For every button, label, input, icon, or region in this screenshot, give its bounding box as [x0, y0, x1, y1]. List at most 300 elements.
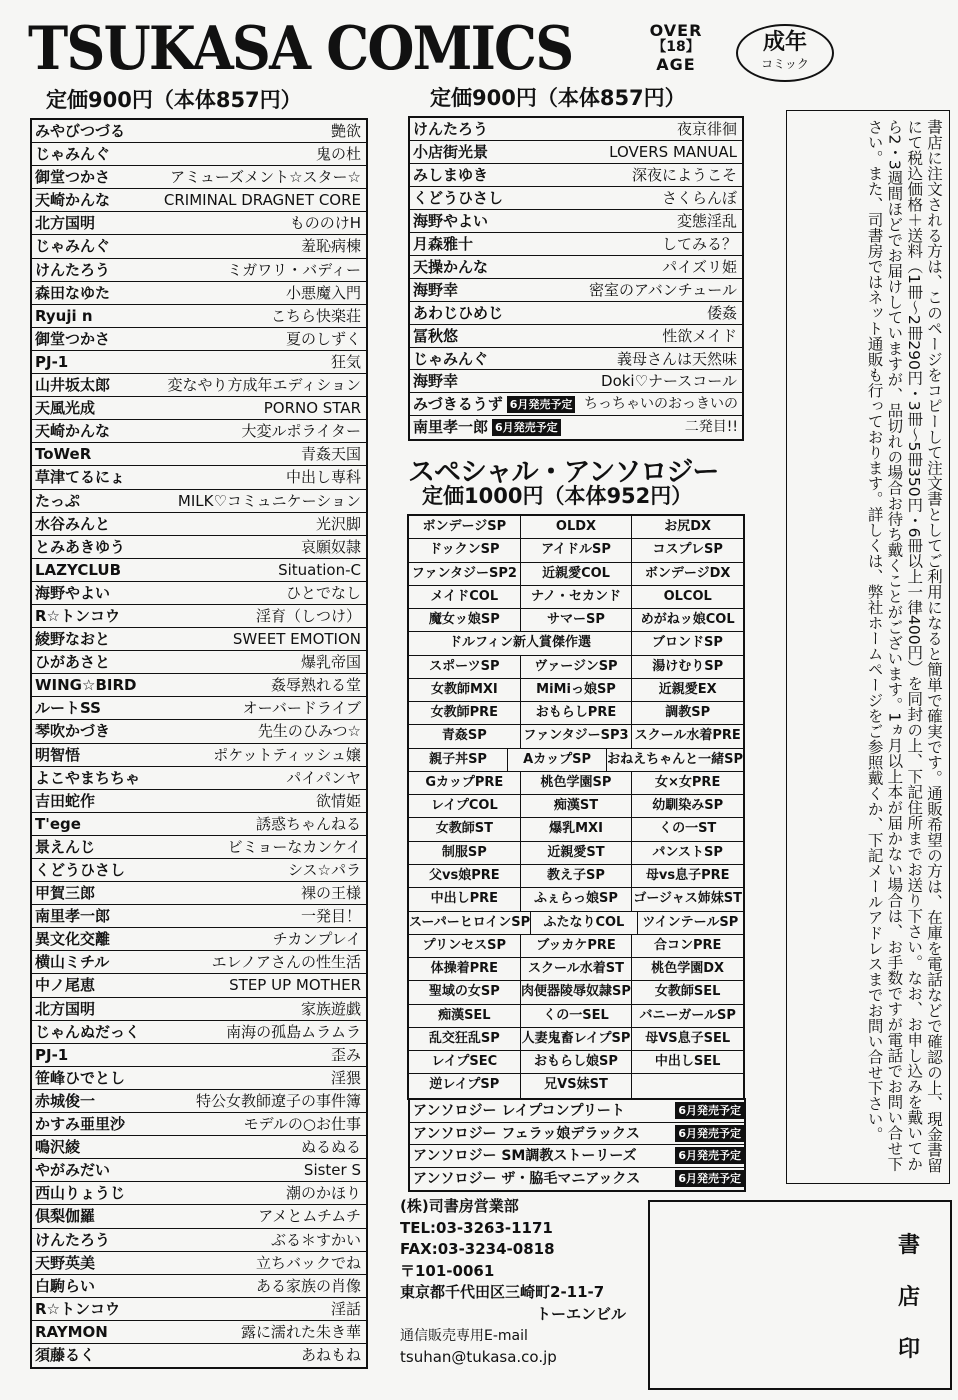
grid-row — [409, 1074, 743, 1097]
title-row — [410, 141, 742, 164]
grid-cell: ブッカケPRE — [521, 935, 633, 957]
company-name: (株)司書房営業部 — [400, 1197, 519, 1215]
release-tag: 6月発売予定 — [507, 396, 576, 413]
book-title: モデルの○お仕事 — [243, 1115, 361, 1134]
mail-label: 通信販売専用E-mail — [400, 1327, 528, 1344]
author-name: くどうひさし — [35, 861, 126, 879]
grid-cell: 爆乳MXI — [521, 818, 633, 840]
grid-cell: 幼馴染みSP — [652, 798, 724, 814]
book-title: 変なやり方成年エディション — [167, 376, 361, 395]
grid-cell: 痴漢ST — [521, 795, 633, 817]
bookstore-stamp-box — [648, 1200, 952, 1390]
title-row — [32, 998, 366, 1021]
grid-cell: 女×女PRE — [655, 774, 721, 790]
book-title: 淫話 — [330, 1299, 361, 1318]
price-left: 定価900円（本体857円） — [46, 88, 302, 112]
book-title: ミガワリ・バディー — [227, 260, 361, 279]
title-row — [32, 536, 366, 559]
row-spacer — [637, 1145, 672, 1167]
grid-row — [409, 749, 743, 772]
author-name: じゃみんぐ — [35, 145, 111, 164]
grid-row — [409, 981, 743, 1004]
grid-cell: 桃色学園SP — [521, 772, 633, 794]
over-label: OVER — [649, 21, 703, 40]
grid-row — [409, 795, 743, 818]
grid-cell: 乱交狂乱SP — [409, 1028, 521, 1050]
title-row — [32, 1182, 366, 1205]
author-name: けんたろう — [35, 1230, 111, 1249]
book-title: 一発目！ — [300, 907, 361, 926]
grid-cell: 合コンPRE — [653, 937, 722, 953]
grid-cell: 女教師MXI — [409, 679, 521, 701]
anthology-row — [410, 1100, 744, 1123]
title-row — [32, 490, 366, 513]
title-row — [410, 187, 742, 210]
special-anthology-title: スペシャル・アンソロジー — [408, 457, 719, 488]
author-name: 海野やよい — [413, 211, 489, 230]
title-row — [32, 282, 366, 305]
left-title-table — [30, 118, 368, 1369]
book-title: 南海の孤島ムラムラ — [226, 1022, 361, 1041]
over-18-mark — [628, 22, 724, 73]
author-name: 天野英美 — [35, 1253, 96, 1272]
author-name: T'ege — [35, 814, 81, 833]
author-name: 御堂つかさ — [35, 329, 111, 348]
author-name: 横山ミチル — [35, 953, 110, 972]
release-tag: 6月発売予定 — [675, 1170, 744, 1187]
author-name: 草津てるにょ — [35, 468, 125, 487]
grid-row — [409, 725, 743, 748]
book-title: Situation-C — [278, 560, 361, 579]
title-row — [32, 212, 366, 235]
title-row — [410, 393, 742, 416]
anthology-row — [410, 1123, 744, 1146]
title-row — [32, 974, 366, 997]
grid-cell: 逆レイプSP — [409, 1074, 521, 1097]
grid-cell: ファンタジーSP3 — [521, 725, 633, 747]
title-row — [32, 443, 366, 466]
grid-cell: ツインテールSP — [642, 914, 739, 930]
company-email[interactable]: tsuhan@tukasa.co.jp — [400, 1348, 557, 1367]
book-title: 性欲メイド — [662, 326, 737, 345]
author-name: じゃみんぐ — [35, 237, 111, 256]
author-name: たっぷ — [35, 491, 81, 510]
grid-cell: ボンデージDX — [644, 565, 731, 581]
grid-cell: OLDX — [521, 516, 633, 538]
grid-cell: 人妻鬼畜レイプSP — [521, 1028, 633, 1050]
author-name: ひがあさと — [35, 653, 111, 672]
book-title: アミューズメント☆スター☆ — [170, 168, 361, 187]
book-title: ある家族の肖像 — [255, 1276, 361, 1295]
anthology-grid — [407, 514, 745, 1100]
title-row — [410, 118, 742, 141]
special-price: 定価1000円（本体952円） — [422, 484, 693, 508]
author-name: 中ノ尾恵 — [35, 976, 96, 995]
grid-row — [409, 1028, 743, 1051]
company-fax: FAX:03-3234-0818 — [400, 1240, 555, 1259]
grid-cell: GカップPRE — [409, 772, 521, 794]
book-title: SWEET EMOTION — [232, 630, 361, 649]
author-name: 北方国明 — [35, 999, 96, 1018]
author-name: 甲賀三郎 — [35, 884, 96, 903]
grid-row — [409, 586, 743, 609]
grid-cell: プリンセスSP — [409, 935, 521, 957]
adult-badge-main: 成年 — [762, 30, 807, 55]
author-name: 小店街光景 — [413, 142, 489, 161]
title-row — [410, 416, 742, 439]
book-title: 淫猥 — [330, 1068, 361, 1087]
book-title: 小悪魔入門 — [285, 283, 361, 302]
author-name: みしまゆき — [413, 165, 489, 184]
book-title: チカンプレイ — [272, 930, 361, 949]
book-title: 裸の王様 — [300, 884, 361, 903]
book-title: あねもね — [300, 1345, 361, 1364]
book-title: PORNO STAR — [263, 399, 361, 418]
author-name: 御堂つかさ — [35, 168, 111, 187]
title-row — [32, 397, 366, 420]
author-name: Ryuji n — [35, 306, 93, 325]
author-name: 明智悟 — [35, 745, 81, 764]
author-name: 森田なゆた — [35, 283, 111, 302]
row-spacer — [640, 1168, 671, 1191]
grid-row — [409, 818, 743, 841]
title-row — [410, 302, 742, 325]
author-name: くどうひさし — [413, 188, 504, 207]
author-name: 山井坂太郎 — [35, 376, 111, 395]
title-row — [32, 1275, 366, 1298]
price-right: 定価900円（本体857円） — [430, 86, 686, 110]
title-row — [32, 582, 366, 605]
grid-cell: 桃色学園DX — [651, 961, 725, 977]
title-row — [32, 1136, 366, 1159]
grid-cell: 近親愛EX — [658, 681, 717, 697]
title-row — [32, 1344, 366, 1367]
title-row — [32, 513, 366, 536]
grid-cell: MiMiっ娘SP — [521, 679, 633, 701]
title-row — [32, 882, 366, 905]
grid-cell: めがねッ娘COL — [640, 612, 735, 628]
grid-cell: ドックンSP — [409, 539, 521, 561]
grid-cell: スポーツSP — [409, 656, 521, 678]
grid-row — [409, 539, 743, 562]
author-name: 倶梨伽羅 — [35, 1207, 96, 1226]
book-title: 歪み — [330, 1045, 361, 1064]
grid-cell: スクール水着PRE — [634, 728, 741, 744]
author-name: ルートSS — [35, 699, 101, 718]
grid-cell: 青姦SP — [409, 725, 521, 747]
title-row — [32, 189, 366, 212]
grid-cell: おもらしPRE — [521, 702, 633, 724]
grid-cell: 近親愛ST — [521, 842, 633, 864]
grid-cell: メイドCOL — [409, 586, 521, 608]
grid-cell: AカップSP — [508, 749, 607, 771]
book-title: 中出し専科 — [285, 468, 361, 487]
book-title: 哀願奴隷 — [300, 537, 361, 556]
book-title: 欲情姫 — [315, 791, 361, 810]
grid-row — [409, 912, 743, 935]
title-row — [32, 605, 366, 628]
title-row — [32, 305, 366, 328]
book-title: 淫育（しつけ） — [255, 606, 361, 625]
book-title: 家族遊戯 — [300, 999, 361, 1018]
author-name: 吉田蛇作 — [35, 791, 96, 810]
grid-row — [409, 1051, 743, 1074]
title-row — [32, 628, 366, 651]
book-title: ちっちゃいのおっきいの — [584, 396, 738, 413]
anthology-row — [410, 1145, 744, 1168]
book-title: 大変ルポライター — [241, 422, 361, 441]
title-row — [32, 928, 366, 951]
brand-title: TSUKASA COMICS — [28, 14, 573, 84]
anthology-title: アンソロジー SM調教ストーリーズ — [413, 1148, 637, 1164]
book-title: オーバードライブ — [242, 699, 361, 718]
title-row — [32, 420, 366, 443]
grid-row — [409, 958, 743, 981]
title-row — [32, 1044, 366, 1067]
author-name: みづきるうず — [413, 395, 503, 414]
company-zip: 〒101-0061 — [400, 1261, 495, 1280]
book-title: 先生のひみつ☆ — [257, 722, 361, 741]
grid-row — [409, 865, 743, 888]
release-tag: 6月発売予定 — [492, 419, 561, 436]
title-row — [32, 1021, 366, 1044]
author-name: かすみ亜里沙 — [35, 1115, 126, 1134]
author-name: 冨秋悠 — [413, 326, 459, 345]
title-row — [410, 233, 742, 256]
grid-cell: ふたなりCOL — [531, 912, 637, 934]
title-row — [32, 328, 366, 351]
grid-cell: くの一ST — [659, 821, 717, 837]
anthology-title: アンソロジー フェラッ娘デラックス — [413, 1125, 640, 1142]
author-name: 天崎かんな — [35, 191, 111, 210]
grid-cell: おもらし娘SP — [521, 1051, 633, 1073]
title-row — [32, 859, 366, 882]
grid-row — [409, 935, 743, 958]
grid-cell: 父vs娘PRE — [409, 865, 521, 887]
author-name: R☆トンコウ — [35, 1299, 120, 1318]
title-row — [410, 348, 742, 371]
grid-cell: OLCOL — [663, 588, 712, 604]
book-title: MILK♡コミュニケーション — [177, 491, 361, 510]
company-info — [400, 1196, 626, 1369]
title-row — [32, 744, 366, 767]
anthology-upcoming-list — [408, 1098, 746, 1192]
title-row — [32, 790, 366, 813]
grid-cell: バニーガールSP — [639, 1007, 736, 1023]
author-name: 西山りょうじ — [35, 1184, 126, 1203]
book-title: 深夜にようこそ — [631, 165, 737, 184]
author-name: よこやまちちゃ — [35, 768, 141, 787]
author-name: WING☆BIRD — [35, 676, 137, 695]
grid-cell: ナノ・セカンド — [521, 586, 633, 608]
title-row — [32, 166, 366, 189]
author-name: 天操かんな — [413, 257, 489, 276]
title-row — [410, 370, 742, 393]
author-name: 海野幸 — [413, 280, 459, 299]
title-row — [32, 674, 366, 697]
book-title: パイズリ姫 — [662, 257, 737, 276]
author-name: 綾野なおと — [35, 630, 111, 649]
book-title: 艶欲 — [330, 122, 361, 140]
title-row — [32, 466, 366, 489]
author-name: 月森雅十 — [413, 234, 474, 253]
title-row — [32, 720, 366, 743]
author-name: みやびつづる — [35, 122, 126, 140]
author-name: けんたろう — [35, 260, 111, 279]
eighteen-label: 【18】 — [652, 39, 700, 55]
book-title: 潮のかほり — [285, 1184, 361, 1203]
book-title: 二発目!! — [684, 419, 738, 436]
book-title: 爆乳帝国 — [300, 653, 361, 672]
grid-cell: ふぇらっ娘SP — [521, 888, 633, 910]
title-row — [32, 120, 366, 143]
author-name: 天崎かんな — [35, 422, 111, 441]
grid-cell: おねえちゃんと一緒SP — [607, 751, 743, 767]
anthology-title: アンソロジー レイプコンプリート — [413, 1103, 625, 1119]
author-name: あわじひめじ — [413, 303, 504, 322]
title-row — [32, 1205, 366, 1228]
title-row — [32, 1252, 366, 1275]
book-title: ビミョーなカンケイ — [227, 837, 361, 856]
author-name: やがみだい — [35, 1161, 111, 1180]
grid-cell: 親子丼SP — [409, 749, 508, 771]
title-row — [32, 905, 366, 928]
author-name: 海野やよい — [35, 583, 111, 602]
company-tel: TEL:03-3263-1171 — [400, 1218, 553, 1237]
title-row — [32, 351, 366, 374]
author-name: 天風光成 — [35, 399, 96, 418]
book-title: 露に濡れた朱き華 — [240, 1322, 361, 1341]
book-title: こちら快楽荘 — [270, 306, 361, 325]
book-title: してみる？ — [661, 234, 737, 253]
book-title: もののけH — [289, 214, 361, 233]
author-name: 南里孝一郎 — [413, 418, 489, 437]
grid-cell: ブロンドSP — [652, 635, 723, 651]
grid-cell: ファンタジーSP2 — [409, 563, 521, 585]
author-name: 白駒らい — [35, 1276, 96, 1295]
company-building: トーエンビル — [536, 1304, 627, 1323]
anthology-row — [410, 1168, 744, 1191]
grid-cell: お尻DX — [664, 519, 712, 534]
author-name: 景えんじ — [35, 837, 96, 856]
title-row — [32, 836, 366, 859]
grid-cell: くの一SEL — [521, 1005, 633, 1027]
book-title: 青姦天国 — [300, 445, 361, 464]
grid-cell: 女教師PRE — [409, 702, 521, 724]
grid-cell: 制服SP — [409, 842, 521, 864]
author-name: 笹峰ひでとし — [35, 1068, 126, 1087]
title-row — [32, 259, 366, 282]
author-name: PJ-1 — [35, 1045, 69, 1064]
book-title: STEP UP MOTHER — [229, 976, 361, 995]
grid-row — [409, 632, 743, 655]
row-spacer — [625, 1100, 671, 1122]
author-name: 異文化交離 — [35, 930, 111, 949]
grid-cell: 近親愛COL — [521, 563, 633, 585]
grid-cell: コスプレSP — [652, 542, 723, 558]
title-row — [32, 1229, 366, 1252]
grid-cell: 体操着PRE — [409, 958, 521, 980]
book-title: ぶる＊すかい — [270, 1230, 361, 1249]
book-title: 誘惑ちゃんねる — [255, 814, 361, 833]
title-row — [32, 143, 366, 166]
author-name: じゃみんぐ — [413, 349, 489, 368]
grid-cell: アイドルSP — [521, 539, 633, 561]
title-row — [410, 256, 742, 279]
title-row — [32, 374, 366, 397]
author-name: 須藤るく — [35, 1345, 96, 1364]
title-row — [410, 279, 742, 302]
author-name: 海野幸 — [413, 372, 459, 391]
title-row — [32, 1067, 366, 1090]
grid-cell: 母VS息子SEL — [645, 1030, 731, 1046]
author-name: 南里孝一郎 — [35, 907, 111, 926]
book-title: 密室のアバンチュール — [588, 280, 737, 299]
grid-cell: ドルフィン新人賞傑作選 — [409, 632, 632, 654]
release-tag: 6月発売予定 — [675, 1147, 744, 1164]
author-name: 北方国明 — [35, 214, 96, 233]
grid-cell: サマーSP — [521, 609, 633, 631]
title-row — [32, 559, 366, 582]
title-row — [410, 325, 742, 348]
book-title: Doki♡ナースコール — [601, 372, 737, 391]
stamp-char-3: 印 — [898, 1337, 921, 1362]
title-row — [32, 813, 366, 836]
grid-cell: レイプSEC — [409, 1051, 521, 1073]
book-title: Sister S — [303, 1161, 361, 1180]
stamp-char-1: 書 — [898, 1233, 921, 1258]
stamp-char-2: 店 — [898, 1285, 921, 1310]
title-row — [410, 164, 742, 187]
anthology-title: アンソロジー ザ・脇毛マニアックス — [413, 1170, 641, 1187]
book-title: 狂気 — [330, 352, 361, 371]
book-title: 光沢脚 — [315, 514, 361, 533]
title-row — [410, 210, 742, 233]
right-title-table — [408, 116, 744, 441]
adult-comic-badge — [736, 24, 834, 82]
grid-cell: スクール水着ST — [521, 958, 633, 980]
book-title: ひとでなし — [285, 583, 361, 602]
grid-cell: ゴージャス姉妹ST — [633, 891, 743, 907]
grid-row — [409, 563, 743, 586]
company-address: 東京都千代田区三崎町2-11-7 — [400, 1283, 605, 1302]
book-title: 夏のしずく — [285, 329, 361, 348]
author-name: 水谷みんと — [35, 514, 111, 533]
title-row — [32, 651, 366, 674]
title-row — [32, 1090, 366, 1113]
grid-cell: スーパーヒロインSP — [409, 912, 531, 934]
grid-cell: 聖域の女SP — [409, 981, 521, 1003]
adult-badge-sub: コミック — [761, 57, 809, 71]
grid-row — [409, 516, 743, 539]
grid-row — [409, 679, 743, 702]
grid-row — [409, 1005, 743, 1028]
title-row — [32, 1298, 366, 1321]
grid-row — [409, 888, 743, 911]
grid-cell: 兄VS妹ST — [521, 1074, 633, 1097]
grid-cell: 湯けむりSP — [652, 658, 724, 674]
grid-cell: パンストSP — [652, 844, 723, 860]
book-title: 姦辱熟れる堂 — [270, 676, 361, 695]
grid-cell: 中出しPRE — [409, 888, 521, 910]
author-name: とみあきゆう — [35, 537, 126, 556]
title-row — [32, 697, 366, 720]
order-notice-text: 書店に注文される方は、このページをコピーして注文書としてご利用になると簡単で確実です。通販希望の方は、在庫を電話などで確認の上、現金書留にて税込価格＋送料（1冊〜2冊290円・3冊〜5冊350円・6冊以上一律400円）を同封の上、下記住所までお送り下さい。なお、お申し込みを戴いてから2・3週間ほどでお届けしていますが、品切れの場合お待ち戴くことがございます。1ヵ月以上本が届かない場合は、お手数ですが電話でお問い合せ下さい。また、司書房ではネット通販も行っております。詳しくは、弊社ホームページをご参照戴くか、下記メールアドレスまでお問い合せ下さい。 — [865, 119, 943, 1173]
title-row — [32, 1159, 366, 1182]
title-row — [32, 951, 366, 974]
grid-cell: レイプCOL — [409, 795, 521, 817]
grid-row — [409, 772, 743, 795]
